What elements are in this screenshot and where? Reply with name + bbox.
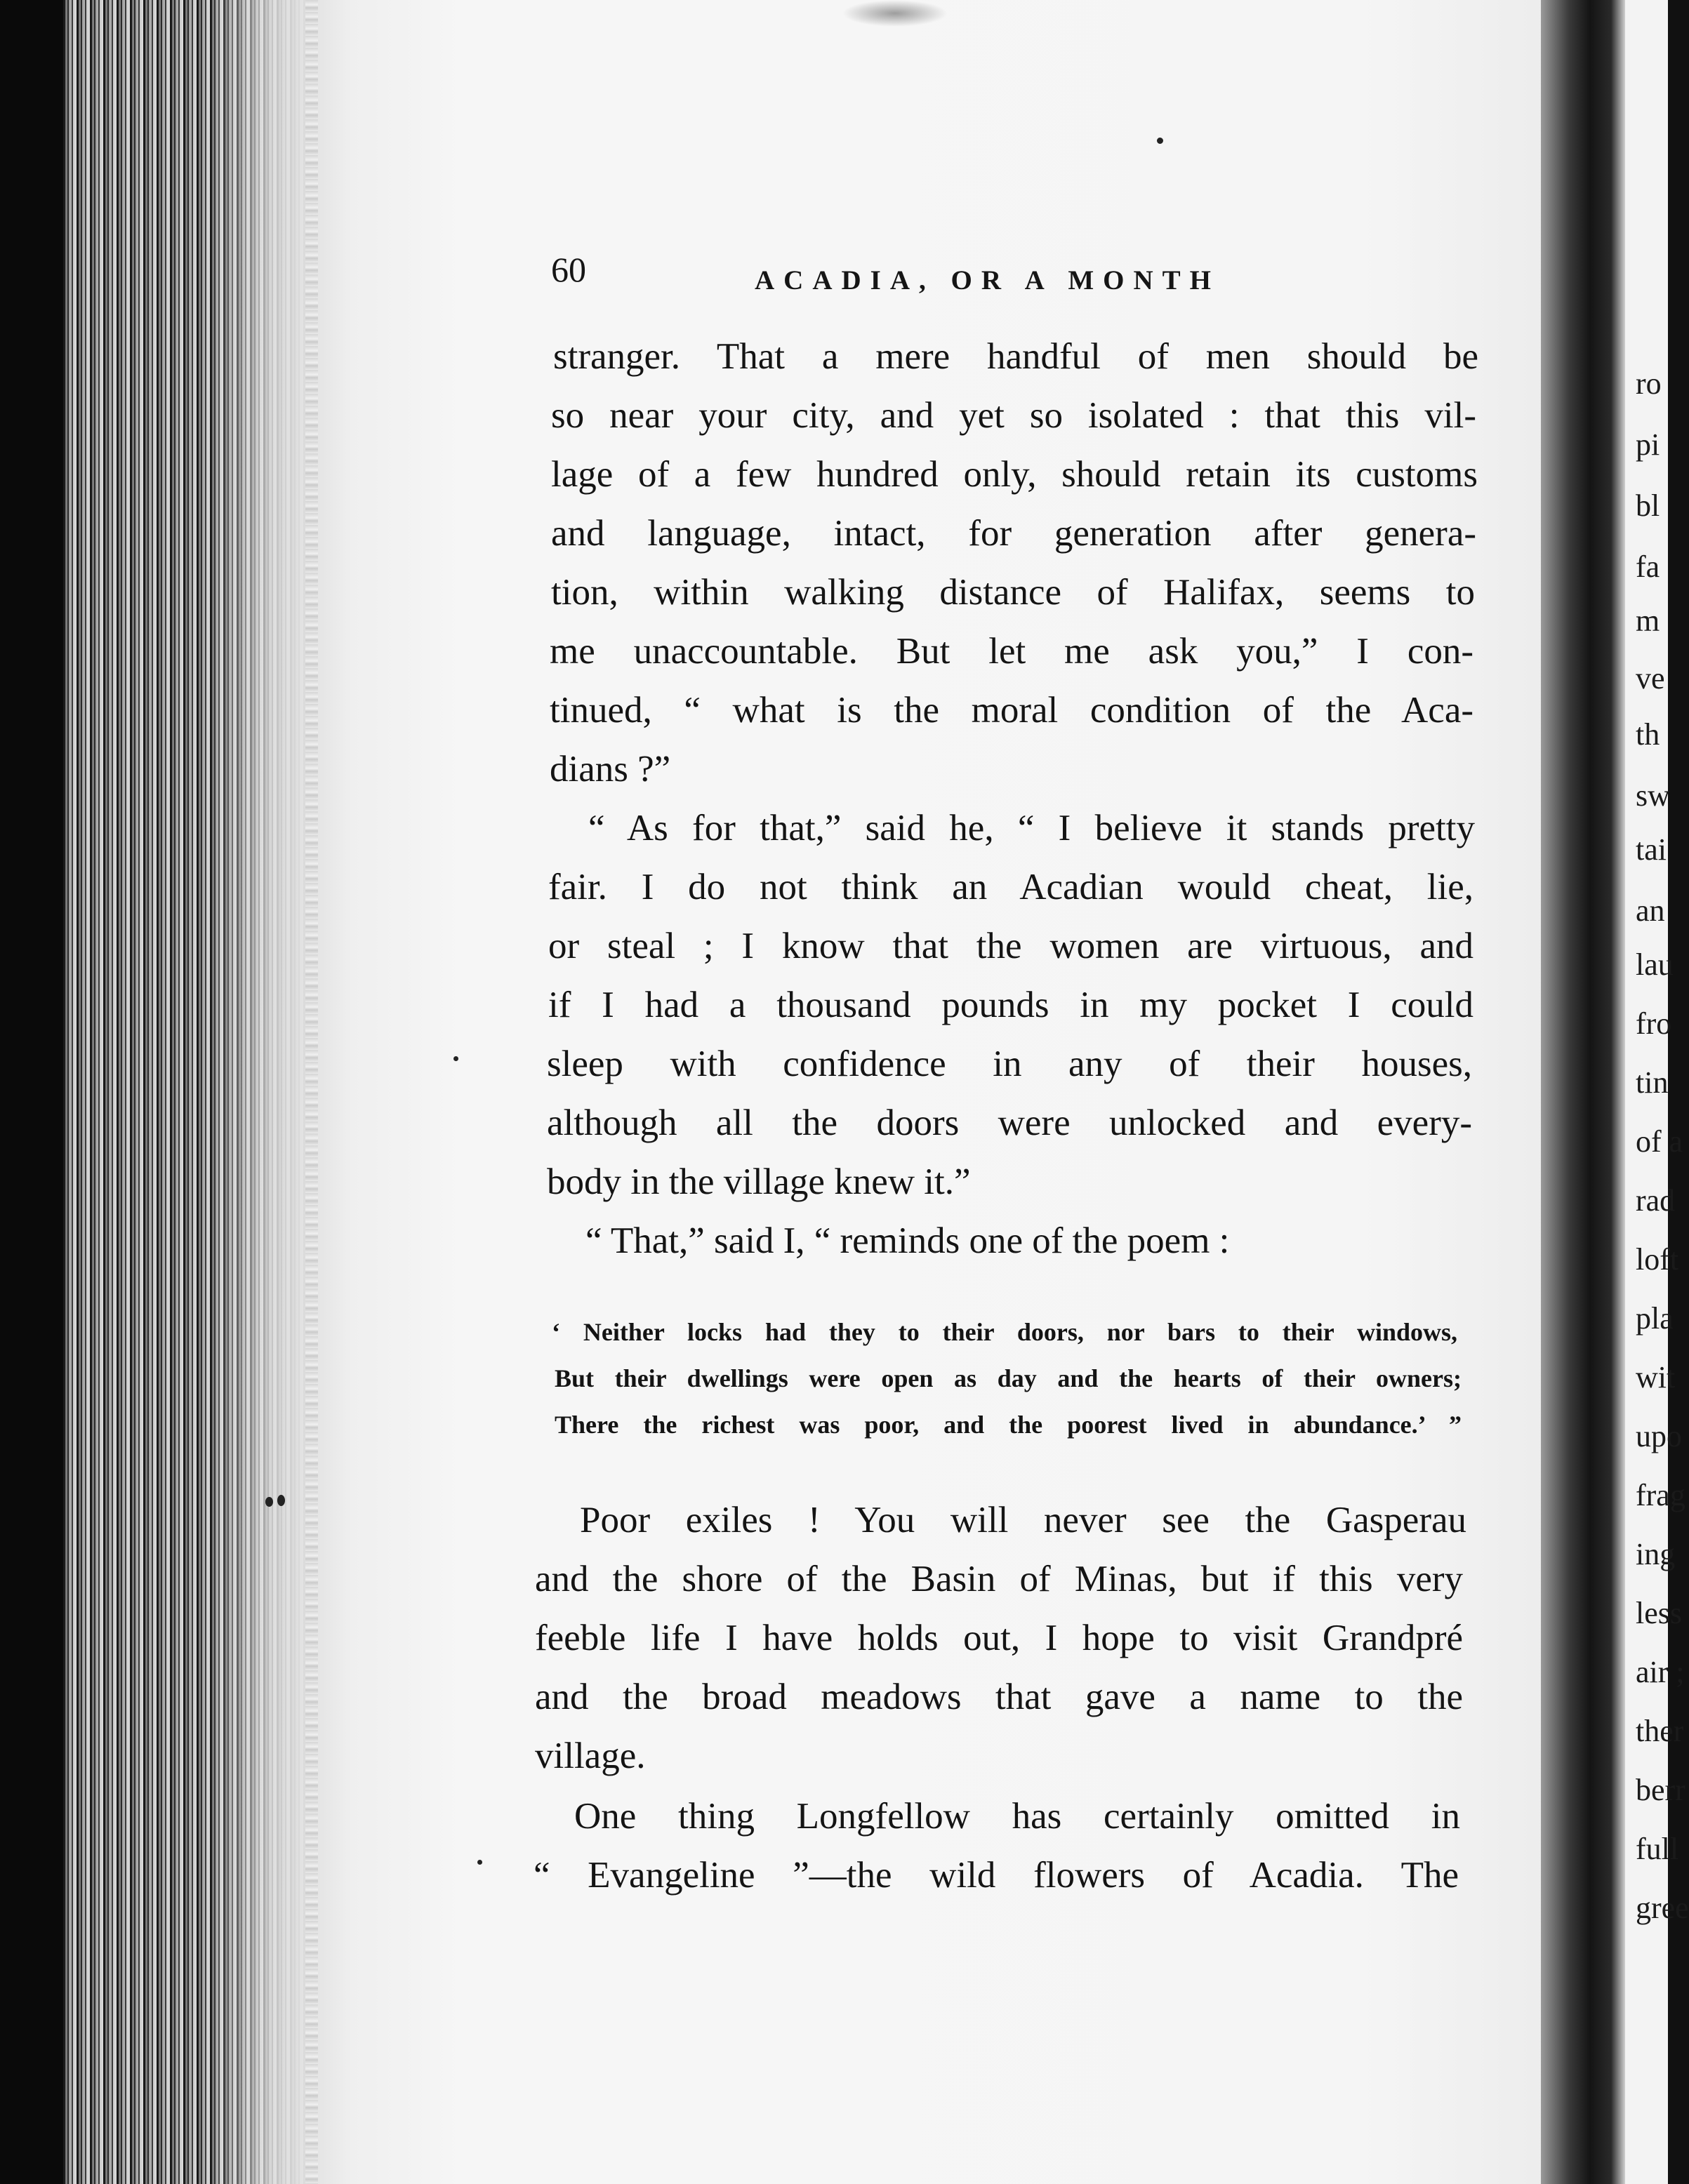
- facing-page-fragment: rad: [1636, 1183, 1676, 1218]
- text-line: and the broad meadows that gave a name to the: [535, 1677, 1463, 1717]
- text-line: stranger. That a mere handful of men should be: [553, 336, 1478, 377]
- verse-line: But their dwellings were open as day and the hearts of their owners;: [555, 1364, 1462, 1392]
- speck: [265, 1497, 273, 1507]
- text-line: “ Evangeline ”—the wild flowers of Acadia. The: [534, 1855, 1459, 1896]
- facing-page-fragment: an: [1636, 893, 1665, 928]
- facing-page-fragment: berr: [1636, 1773, 1685, 1807]
- page-number: 60: [551, 250, 586, 289]
- text-line: tinued, “ what is the moral condition of the Aca-: [550, 690, 1473, 731]
- verse-line: ‘ Neither locks had they to their doors, nor bars to their windows,: [552, 1318, 1457, 1346]
- facing-page-fragment: bl: [1636, 488, 1660, 523]
- facing-page-fragment: tin: [1636, 1065, 1669, 1100]
- page-header: [551, 249, 1344, 298]
- text-line: although all the doors were unlocked and every-: [547, 1103, 1472, 1143]
- facing-page-fragment: loft: [1636, 1242, 1679, 1277]
- text-line: and the shore of the Basin of Minas, but if this very: [535, 1559, 1463, 1599]
- text-line: “ As for that,” said he, “ I believe it stands pretty: [588, 808, 1475, 848]
- text-line: sleep with confidence in any of their houses,: [547, 1044, 1472, 1084]
- text-line: fair. I do not think an Acadian would cheat, lie,: [548, 867, 1473, 907]
- text-line: village.: [535, 1736, 646, 1776]
- speck: [277, 1495, 285, 1506]
- facing-page-fragment: upo: [1636, 1419, 1682, 1453]
- facing-page-fragment: full: [1636, 1832, 1679, 1866]
- facing-page-fragment: sw: [1636, 778, 1670, 813]
- text-line: or steal ; I know that the women are virtuous, and: [548, 926, 1473, 966]
- text-line: dians ?”: [550, 749, 671, 790]
- facing-page-fragment: m: [1636, 604, 1660, 638]
- text-line: body in the village knew it.”: [547, 1161, 971, 1202]
- speck: [1157, 138, 1163, 144]
- text-line: if I had a thousand pounds in my pocket I could: [548, 985, 1473, 1025]
- binding-gutter: [1541, 0, 1625, 2184]
- facing-page-fragment: pi: [1636, 427, 1660, 462]
- facing-page-fragment: less: [1636, 1596, 1682, 1630]
- text-line: tion, within walking distance of Halifax, seems to: [551, 572, 1475, 613]
- facing-page-fragment: ve: [1636, 661, 1665, 695]
- speck: [453, 1056, 458, 1061]
- text-line: One thing Longfellow has certainly omitted in: [574, 1796, 1460, 1837]
- facing-page-fragment: fa: [1636, 550, 1660, 584]
- verse-line: There the richest was poor, and the poorest lived in abundance.’ ”: [555, 1411, 1462, 1439]
- text-line: “ That,” said I, “ reminds one of the poem :: [585, 1220, 1230, 1261]
- text-line: and language, intact, for generation after genera-: [551, 513, 1476, 554]
- facing-page-fragment: pla: [1636, 1301, 1674, 1336]
- page-edges-fade: [211, 0, 316, 2184]
- facing-page-fragment: fro: [1636, 1006, 1672, 1041]
- fold-mark: [842, 0, 948, 27]
- facing-page-fragment: tai: [1636, 832, 1667, 867]
- facing-page-fragment: wit: [1636, 1360, 1676, 1394]
- text-line: so near your city, and yet so isolated : that this vil-: [551, 395, 1476, 436]
- facing-page-fragment: gree: [1636, 1891, 1689, 1925]
- facing-page-fragment: frag: [1636, 1478, 1685, 1512]
- facing-page-fragment: air ;: [1636, 1655, 1685, 1689]
- text-line: lage of a few hundred only, should retain its customs: [551, 454, 1478, 495]
- text-line: Poor exiles ! You will never see the Gasperau: [580, 1500, 1466, 1540]
- scan-backdrop: [0, 0, 63, 2184]
- speck: [477, 1860, 482, 1865]
- facing-page-fragment: ing: [1636, 1537, 1676, 1571]
- facing-page-fragment: th: [1636, 717, 1660, 752]
- facing-page-fragment: ther: [1636, 1714, 1684, 1748]
- text-line: feeble life I have holds out, I hope to visit Grandpré: [535, 1618, 1463, 1658]
- facing-page-fragment: lau: [1636, 947, 1674, 982]
- facing-page-fragment: of a: [1636, 1124, 1683, 1159]
- text-line: me unaccountable. But let me ask you,” I con-: [550, 631, 1473, 672]
- page-deckle-edge: [305, 0, 318, 2184]
- running-head: ACADIA, OR A MONTH: [755, 265, 1221, 295]
- facing-page-fragment: ro: [1636, 366, 1662, 401]
